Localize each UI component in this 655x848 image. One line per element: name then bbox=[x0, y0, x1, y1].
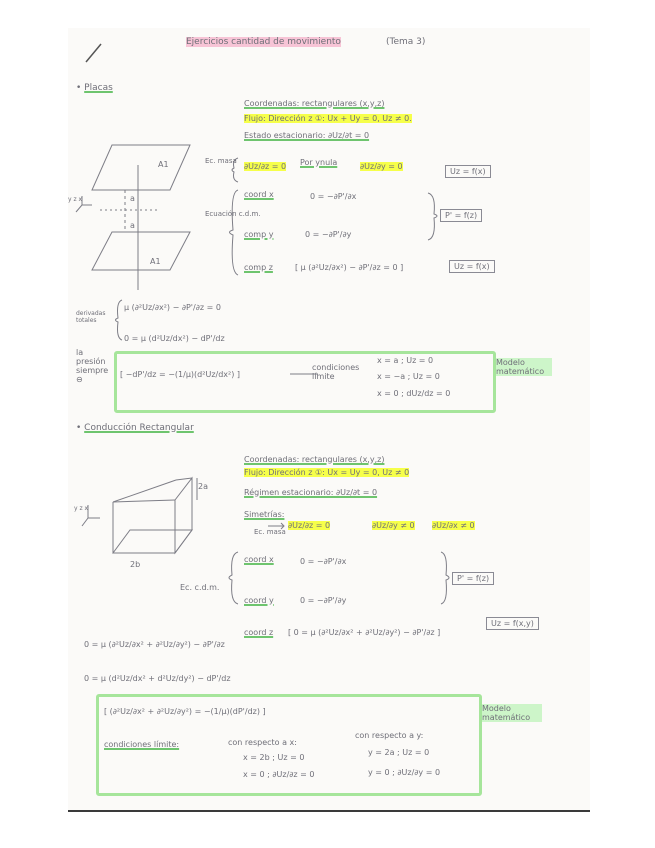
s2-cz-label: coord z bbox=[244, 628, 274, 637]
s2-coords: Coordenadas: rectangulares (x,y,z) bbox=[244, 455, 385, 464]
s2-uz-result: Uz = f(x,y) bbox=[486, 617, 539, 630]
deriv-eq1: μ (∂²Uz/∂x²) − ∂P'/∂z = 0 bbox=[124, 303, 221, 312]
s2-bcx1: x = 2b ; Uz = 0 bbox=[243, 753, 305, 762]
s2-left-eq2: 0 = μ (d²Uz/dx² + d²Uz/dy²) − dP'/dz bbox=[84, 674, 231, 683]
s1-ec-eq1: ∂Uz/∂z = 0 bbox=[244, 162, 287, 171]
s2-left-eq1: 0 = μ (∂²Uz/∂x² + ∂²Uz/∂y²) − ∂P'/∂z bbox=[84, 640, 225, 649]
deriv-eq2: 0 = μ (d²Uz/dx²) − dP'/dz bbox=[124, 334, 225, 343]
s2-flujo: Flujo: Dirección z ①: Ux = Uy = 0, Uz ≠ 0 bbox=[244, 468, 410, 477]
page-title: Ejercicios cantidad de movimiento bbox=[186, 37, 341, 47]
s1-cy-label: comp y bbox=[244, 230, 274, 239]
s1-p-result: P' = f(z) bbox=[440, 209, 482, 222]
s1-ec-masa-label: Ec. masa bbox=[205, 157, 237, 165]
s1-cx-eq: 0 = −∂P'/∂x bbox=[310, 192, 357, 201]
s2-bcx2: x = 0 ; ∂Uz/∂z = 0 bbox=[243, 770, 315, 779]
dim-2a: 2a bbox=[198, 482, 208, 491]
pressure-note: la presión siempre ⊖ bbox=[76, 348, 109, 384]
s2-cond-label: condiciones límite: bbox=[104, 740, 180, 749]
s1-model-arrow: condiciones límite bbox=[312, 363, 360, 381]
section-1-heading: • Placas bbox=[76, 83, 113, 93]
s2-simetria: Simetrías: bbox=[244, 510, 285, 519]
s1-ec-eq2: ∂Uz/∂y = 0 bbox=[360, 162, 403, 171]
s1-cz-eq: [ μ (∂²Uz/∂x²) − ∂P'/∂z = 0 ] bbox=[295, 263, 404, 272]
s1-coords: Coordenadas: rectangulares (x,y,z) bbox=[244, 99, 385, 108]
top-plate bbox=[92, 145, 190, 190]
s1-bc1: x = a ; Uz = 0 bbox=[377, 356, 434, 365]
deriv-label: derivadas totales bbox=[76, 310, 106, 324]
s2-resp-x: con respecto a x: bbox=[228, 738, 297, 747]
dim-a-1: a bbox=[130, 194, 135, 203]
s1-bc3: x = 0 ; dUz/dz = 0 bbox=[377, 389, 451, 398]
axes-label-2: y z x bbox=[74, 505, 89, 512]
axes-label-1: y z x bbox=[68, 196, 83, 203]
section-2-heading: • Conducción Rectangular bbox=[76, 423, 194, 433]
s1-model-eq: [ −dP'/dz = −(1/μ)(d²Uz/dx²) ] bbox=[120, 370, 241, 379]
s1-ec-arrow: Por ynula bbox=[300, 158, 338, 167]
s1-cz-label: comp z bbox=[244, 263, 273, 272]
s2-bcy2: y = 0 ; ∂Uz/∂y = 0 bbox=[368, 768, 441, 777]
s2-sym2: ∂Uz/∂y ≠ 0 bbox=[372, 521, 415, 530]
s2-cy-label: coord y bbox=[244, 596, 274, 605]
s2-sym1: ∂Uz/∂z = 0 bbox=[288, 521, 331, 530]
s1-cx-label: coord x bbox=[244, 190, 274, 199]
s1-model-note: Modelo matemático bbox=[496, 358, 552, 376]
s2-bcy1: y = 2a ; Uz = 0 bbox=[368, 748, 430, 757]
plate-bottom-label: A1 bbox=[150, 257, 161, 266]
s2-model-eq: [ (∂²Uz/∂x² + ∂²Uz/∂y²) = −(1/μ)(dP'/dz) ] bbox=[104, 707, 266, 716]
s1-model-box bbox=[114, 351, 496, 413]
s1-estado: Estado estacionario: ∂Uz/∂t = 0 bbox=[244, 131, 370, 140]
s2-estado: Régimen estacionario: ∂Uz/∂t = 0 bbox=[244, 488, 378, 497]
s1-cdm-label: Ecuación c.d.m. bbox=[205, 210, 261, 218]
s1-cy-eq: 0 = −∂P'/∂y bbox=[305, 230, 352, 239]
s2-p-result: P' = f(z) bbox=[452, 572, 494, 585]
s2-cy-eq: 0 = −∂P'/∂y bbox=[300, 596, 347, 605]
plate-top-label: A1 bbox=[158, 160, 169, 169]
s2-cx-eq: 0 = −∂P'/∂x bbox=[300, 557, 347, 566]
s2-cx-label: coord x bbox=[244, 555, 274, 564]
s2-cdm-label: Ec. c.d.m. bbox=[180, 583, 220, 592]
s1-bc2: x = −a ; Uz = 0 bbox=[377, 372, 440, 381]
dim-2b: 2b bbox=[130, 560, 141, 569]
s2-resp-y: con respecto a y: bbox=[355, 731, 424, 740]
page-title-tag: (Tema 3) bbox=[386, 37, 426, 47]
s1-uz-result: Uz = f(x) bbox=[449, 260, 495, 273]
s2-model-note: Modelo matemático bbox=[482, 704, 542, 722]
s2-sym3: ∂Uz/∂x ≠ 0 bbox=[432, 521, 475, 530]
s2-cz-eq: [ 0 = μ (∂²Uz/∂x² + ∂²Uz/∂y²) − ∂P'/∂z ] bbox=[288, 628, 441, 637]
s2-ec-masa-label: Ec. masa bbox=[254, 528, 286, 536]
s1-flujo: Flujo: Dirección z ①: Ux + Uy = 0, Uz ≠ 0. bbox=[244, 114, 412, 123]
bottom-plate bbox=[92, 232, 190, 270]
dim-a-2: a bbox=[130, 221, 135, 230]
s1-uz-result-top: Uz = f(x) bbox=[445, 165, 491, 178]
